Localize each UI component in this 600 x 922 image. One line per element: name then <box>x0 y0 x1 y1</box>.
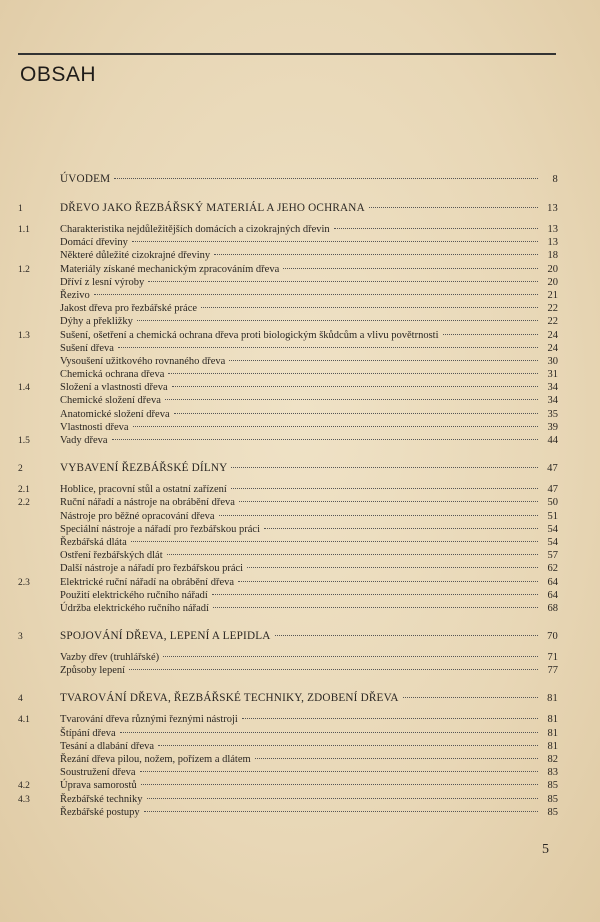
header-rule <box>18 53 556 55</box>
toc-entry-label: Vazby dřev (truhlářské) <box>60 652 160 664</box>
table-of-contents <box>18 172 558 819</box>
toc-entry-page: 81 <box>547 714 558 726</box>
toc-entry-label: Některé důležité cizokrajné dřeviny <box>60 250 211 262</box>
toc-entry <box>18 536 558 549</box>
dot-leader <box>443 333 539 335</box>
toc-entry-page: 68 <box>547 602 558 614</box>
dot-leader <box>214 253 538 255</box>
toc-entry-label: VYBAVENÍ ŘEZBÁŘSKÉ DÍLNY <box>60 462 228 475</box>
toc-entry-page: 35 <box>547 408 558 420</box>
toc-entry-page: 20 <box>547 276 558 288</box>
dot-leader <box>229 359 538 361</box>
toc-spacer <box>18 187 558 201</box>
page-number: 5 <box>542 842 549 857</box>
toc-entry <box>18 779 558 792</box>
toc-entry-page: 85 <box>547 793 558 805</box>
dot-leader <box>131 540 538 542</box>
toc-entry-page: 13 <box>547 237 558 249</box>
toc-entry-label: Vlastnosti dřeva <box>60 421 129 433</box>
toc-entry-page: 54 <box>547 536 558 548</box>
toc-entry-label: Anatomické složení dřeva <box>60 408 170 420</box>
dot-leader <box>242 717 538 719</box>
toc-entry-label: Chemické složení dřeva <box>60 395 161 407</box>
toc-entry-number: 1.2 <box>18 264 30 275</box>
toc-entry-label: SPOJOVÁNÍ DŘEVA, LEPENÍ A LEPIDLA <box>60 630 271 643</box>
dot-leader <box>132 240 538 242</box>
toc-entry <box>18 394 558 407</box>
toc-entry <box>18 342 558 355</box>
toc-chapter-entry <box>18 691 558 706</box>
dot-leader <box>219 514 538 516</box>
toc-entry-page: 50 <box>547 497 558 509</box>
toc-entry <box>18 713 558 726</box>
toc-entry-label: Údržba elektrického ručního nářadí <box>60 602 209 614</box>
toc-entry-label: Řezbářská dláta <box>60 536 127 548</box>
dot-leader <box>129 668 538 670</box>
toc-entry-label: Ostření řezbářských dlát <box>60 550 163 562</box>
toc-entry-label: Štípání dřeva <box>60 727 116 739</box>
toc-entry <box>18 249 558 262</box>
toc-entry-label: Charakteristika nejdůležitějších domácích a cizokrajných dřevin <box>60 224 330 235</box>
toc-entry <box>18 523 558 536</box>
toc-entry-label: Řezivo <box>60 289 90 301</box>
dot-leader <box>148 280 538 282</box>
toc-entry-page: 64 <box>547 576 558 588</box>
toc-entry-label: Další nástroje a nářadí pro řezbářskou práci <box>60 563 244 575</box>
toc-entry-number: 4.1 <box>18 715 30 726</box>
dot-leader <box>167 553 538 555</box>
dot-leader <box>231 466 538 468</box>
toc-entry-number: 1.3 <box>18 330 30 341</box>
toc-entry-page: 83 <box>547 767 558 779</box>
toc-entry-page: 51 <box>547 510 558 522</box>
toc-entry-page: 30 <box>547 355 558 367</box>
toc-entry <box>18 381 558 394</box>
toc-entry-page: 81 <box>547 727 558 739</box>
toc-entry <box>18 651 558 664</box>
toc-entry-label: Chemická ochrana dřeva <box>60 369 165 381</box>
toc-entry-label: Soustružení dřeva <box>60 767 136 779</box>
toc-entry-number: 2.3 <box>18 577 30 588</box>
toc-entry-page: 64 <box>547 589 558 601</box>
dot-leader <box>94 293 538 295</box>
dot-leader <box>369 206 538 208</box>
toc-entry <box>18 408 558 421</box>
toc-entry-page: 85 <box>547 806 558 818</box>
toc-entry-label: Řezání dřeva pilou, nožem, pořízem a dlátem <box>60 754 251 765</box>
dot-leader <box>213 606 538 608</box>
toc-entry <box>18 276 558 289</box>
toc-entry-label: Sušení, ošetření a chemická ochrana dřeva proti biologickým škůdcům a vlivu povětrnosti <box>60 329 439 341</box>
toc-entry-page: 8 <box>552 174 558 185</box>
toc-entry-label: Domácí dřeviny <box>60 237 128 249</box>
toc-entry-label: DŘEVO JAKO ŘEZBÁŘSKÝ MATERIÁL A JEHO OCHRANA <box>60 202 365 214</box>
dot-leader <box>168 372 538 374</box>
toc-entry-label: Použití elektrického ručního nářadí <box>60 589 208 601</box>
dot-leader <box>165 398 538 400</box>
toc-entry-label: Sušení dřeva <box>60 342 114 354</box>
dot-leader <box>140 770 538 772</box>
toc-entry-page: 81 <box>547 740 558 752</box>
toc-entry-page: 70 <box>547 631 558 643</box>
toc-entry-label: Tesání a dlabání dřeva <box>60 740 155 752</box>
dot-leader <box>201 306 538 308</box>
toc-entry <box>18 576 558 589</box>
toc-entry <box>18 483 558 496</box>
toc-entry-page: 62 <box>547 563 558 575</box>
dot-leader <box>120 731 538 733</box>
toc-entry-page: 71 <box>547 652 558 664</box>
dot-leader <box>163 655 538 657</box>
toc-entry-number: 4 <box>18 694 23 705</box>
dot-leader <box>147 797 538 799</box>
toc-spacer <box>18 644 558 651</box>
toc-entry <box>18 421 558 434</box>
dot-leader <box>133 425 538 427</box>
dot-leader <box>144 810 538 812</box>
toc-spacer <box>18 615 558 629</box>
toc-entry-number: 4.2 <box>18 781 30 792</box>
toc-entry-label: Nástroje pro běžné opracování dřeva <box>60 510 215 522</box>
toc-entry-number: 1.5 <box>18 436 30 446</box>
toc-entry-page: 34 <box>547 382 558 394</box>
toc-entry-number: 1.1 <box>18 225 30 235</box>
toc-entry <box>18 223 558 236</box>
toc-entry <box>18 368 558 381</box>
toc-entry-page: 13 <box>547 203 558 214</box>
dot-leader <box>403 696 538 698</box>
toc-entry-label: Způsoby lepení <box>60 665 126 677</box>
toc-entry-number: 3 <box>18 632 23 643</box>
toc-entry <box>18 664 558 677</box>
toc-entry-page: 18 <box>547 250 558 262</box>
toc-entry-label: Jakost dřeva pro řezbářské práce <box>60 303 198 315</box>
toc-entry-page: 21 <box>547 289 558 301</box>
toc-entry <box>18 355 558 368</box>
toc-entry <box>18 589 558 602</box>
toc-entry <box>18 315 558 328</box>
toc-entry-number: 2 <box>18 464 23 475</box>
toc-entry-page: 39 <box>547 421 558 433</box>
dot-leader <box>239 500 538 502</box>
toc-entry <box>18 263 558 276</box>
toc-entry-label: ÚVODEM <box>60 173 111 185</box>
toc-chapter-entry <box>18 172 558 187</box>
toc-entry <box>18 727 558 740</box>
toc-entry-label: Úprava samorostů <box>60 780 137 792</box>
toc-entry-label: Tvarování dřeva různými řeznými nástroji <box>60 714 238 726</box>
dot-leader <box>255 757 538 759</box>
dot-leader <box>141 783 538 785</box>
dot-leader <box>118 346 538 348</box>
dot-leader <box>275 634 538 636</box>
toc-entry-number: 1.4 <box>18 383 30 394</box>
toc-entry <box>18 549 558 562</box>
toc-entry <box>18 806 558 819</box>
toc-entry-page: 31 <box>547 369 558 381</box>
dot-leader <box>158 744 538 746</box>
toc-entry <box>18 236 558 249</box>
toc-spacer <box>18 476 558 483</box>
dot-leader <box>334 227 538 229</box>
toc-entry <box>18 289 558 302</box>
toc-entry-number: 4.3 <box>18 794 30 805</box>
toc-entry <box>18 740 558 753</box>
toc-entry-page: 81 <box>547 693 558 705</box>
toc-entry-label: Dříví z lesní výroby <box>60 276 145 288</box>
toc-entry <box>18 496 558 509</box>
dot-leader <box>238 580 538 582</box>
toc-entry-label: Elektrické ruční nářadí na obrábění dřeva <box>60 576 235 588</box>
toc-entry <box>18 562 558 575</box>
dot-leader <box>174 412 538 414</box>
toc-entry-page: 85 <box>547 780 558 792</box>
toc-entry-page: 47 <box>547 484 558 496</box>
toc-entry-number: 2.2 <box>18 498 30 509</box>
toc-entry-label: Dýhy a překližky <box>60 316 133 328</box>
toc-spacer <box>18 706 558 713</box>
toc-entry-page: 57 <box>547 550 558 562</box>
dot-leader <box>112 438 538 440</box>
toc-entry <box>18 753 558 766</box>
toc-entry-label: Vady dřeva <box>60 435 108 446</box>
dot-leader <box>212 593 538 595</box>
toc-entry <box>18 510 558 523</box>
dot-leader <box>172 385 538 387</box>
dot-leader <box>283 267 538 269</box>
dot-leader <box>114 177 538 179</box>
toc-entry-page: 22 <box>547 303 558 315</box>
toc-entry-label: Speciální nástroje a nářadí pro řezbářskou práci <box>60 523 260 535</box>
dot-leader <box>264 527 538 529</box>
toc-entry <box>18 302 558 315</box>
toc-entry <box>18 329 558 342</box>
toc-entry-number: 1 <box>18 204 23 214</box>
toc-entry-label: Ruční nářadí a nástroje na obrábění dřeva <box>60 497 235 509</box>
toc-entry-label: Řezbářské postupy <box>60 806 140 818</box>
toc-entry-label: Materiály získané mechanickým zpracováním dřeva <box>60 263 280 275</box>
dot-leader <box>137 319 538 321</box>
toc-entry-page: 44 <box>547 435 558 446</box>
toc-chapter-entry <box>18 201 558 216</box>
toc-entry-page: 20 <box>547 263 558 275</box>
toc-entry <box>18 766 558 779</box>
toc-entry-page: 82 <box>547 754 558 765</box>
toc-entry-label: Řezbářské techniky <box>60 793 143 805</box>
toc-entry-page: 24 <box>547 342 558 354</box>
page-title: OBSAH <box>20 63 97 86</box>
toc-entry <box>18 434 558 447</box>
dot-leader <box>247 566 538 568</box>
toc-entry-label: Vysoušení užitkového rovnaného dřeva <box>60 355 226 367</box>
toc-entry-page: 77 <box>547 665 558 677</box>
toc-chapter-entry <box>18 629 558 644</box>
toc-entry-number: 2.1 <box>18 485 30 496</box>
toc-entry-page: 13 <box>547 224 558 235</box>
toc-spacer <box>18 677 558 691</box>
toc-entry-page: 22 <box>547 316 558 328</box>
toc-entry <box>18 793 558 806</box>
toc-spacer <box>18 447 558 461</box>
toc-entry-label: Hoblice, pracovní stůl a ostatní zařízení <box>60 484 227 496</box>
toc-entry <box>18 602 558 615</box>
toc-chapter-entry <box>18 461 558 476</box>
toc-spacer <box>18 216 558 223</box>
dot-leader <box>231 487 538 489</box>
toc-entry-page: 47 <box>547 463 558 475</box>
toc-entry-page: 24 <box>547 329 558 341</box>
toc-entry-label: Složení a vlastnosti dřeva <box>60 382 168 394</box>
toc-entry-page: 54 <box>547 523 558 535</box>
toc-entry-page: 34 <box>547 395 558 407</box>
toc-entry-label: TVAROVÁNÍ DŘEVA, ŘEZBÁŘSKÉ TECHNIKY, ZDOBENÍ DŘEVA <box>60 692 399 705</box>
